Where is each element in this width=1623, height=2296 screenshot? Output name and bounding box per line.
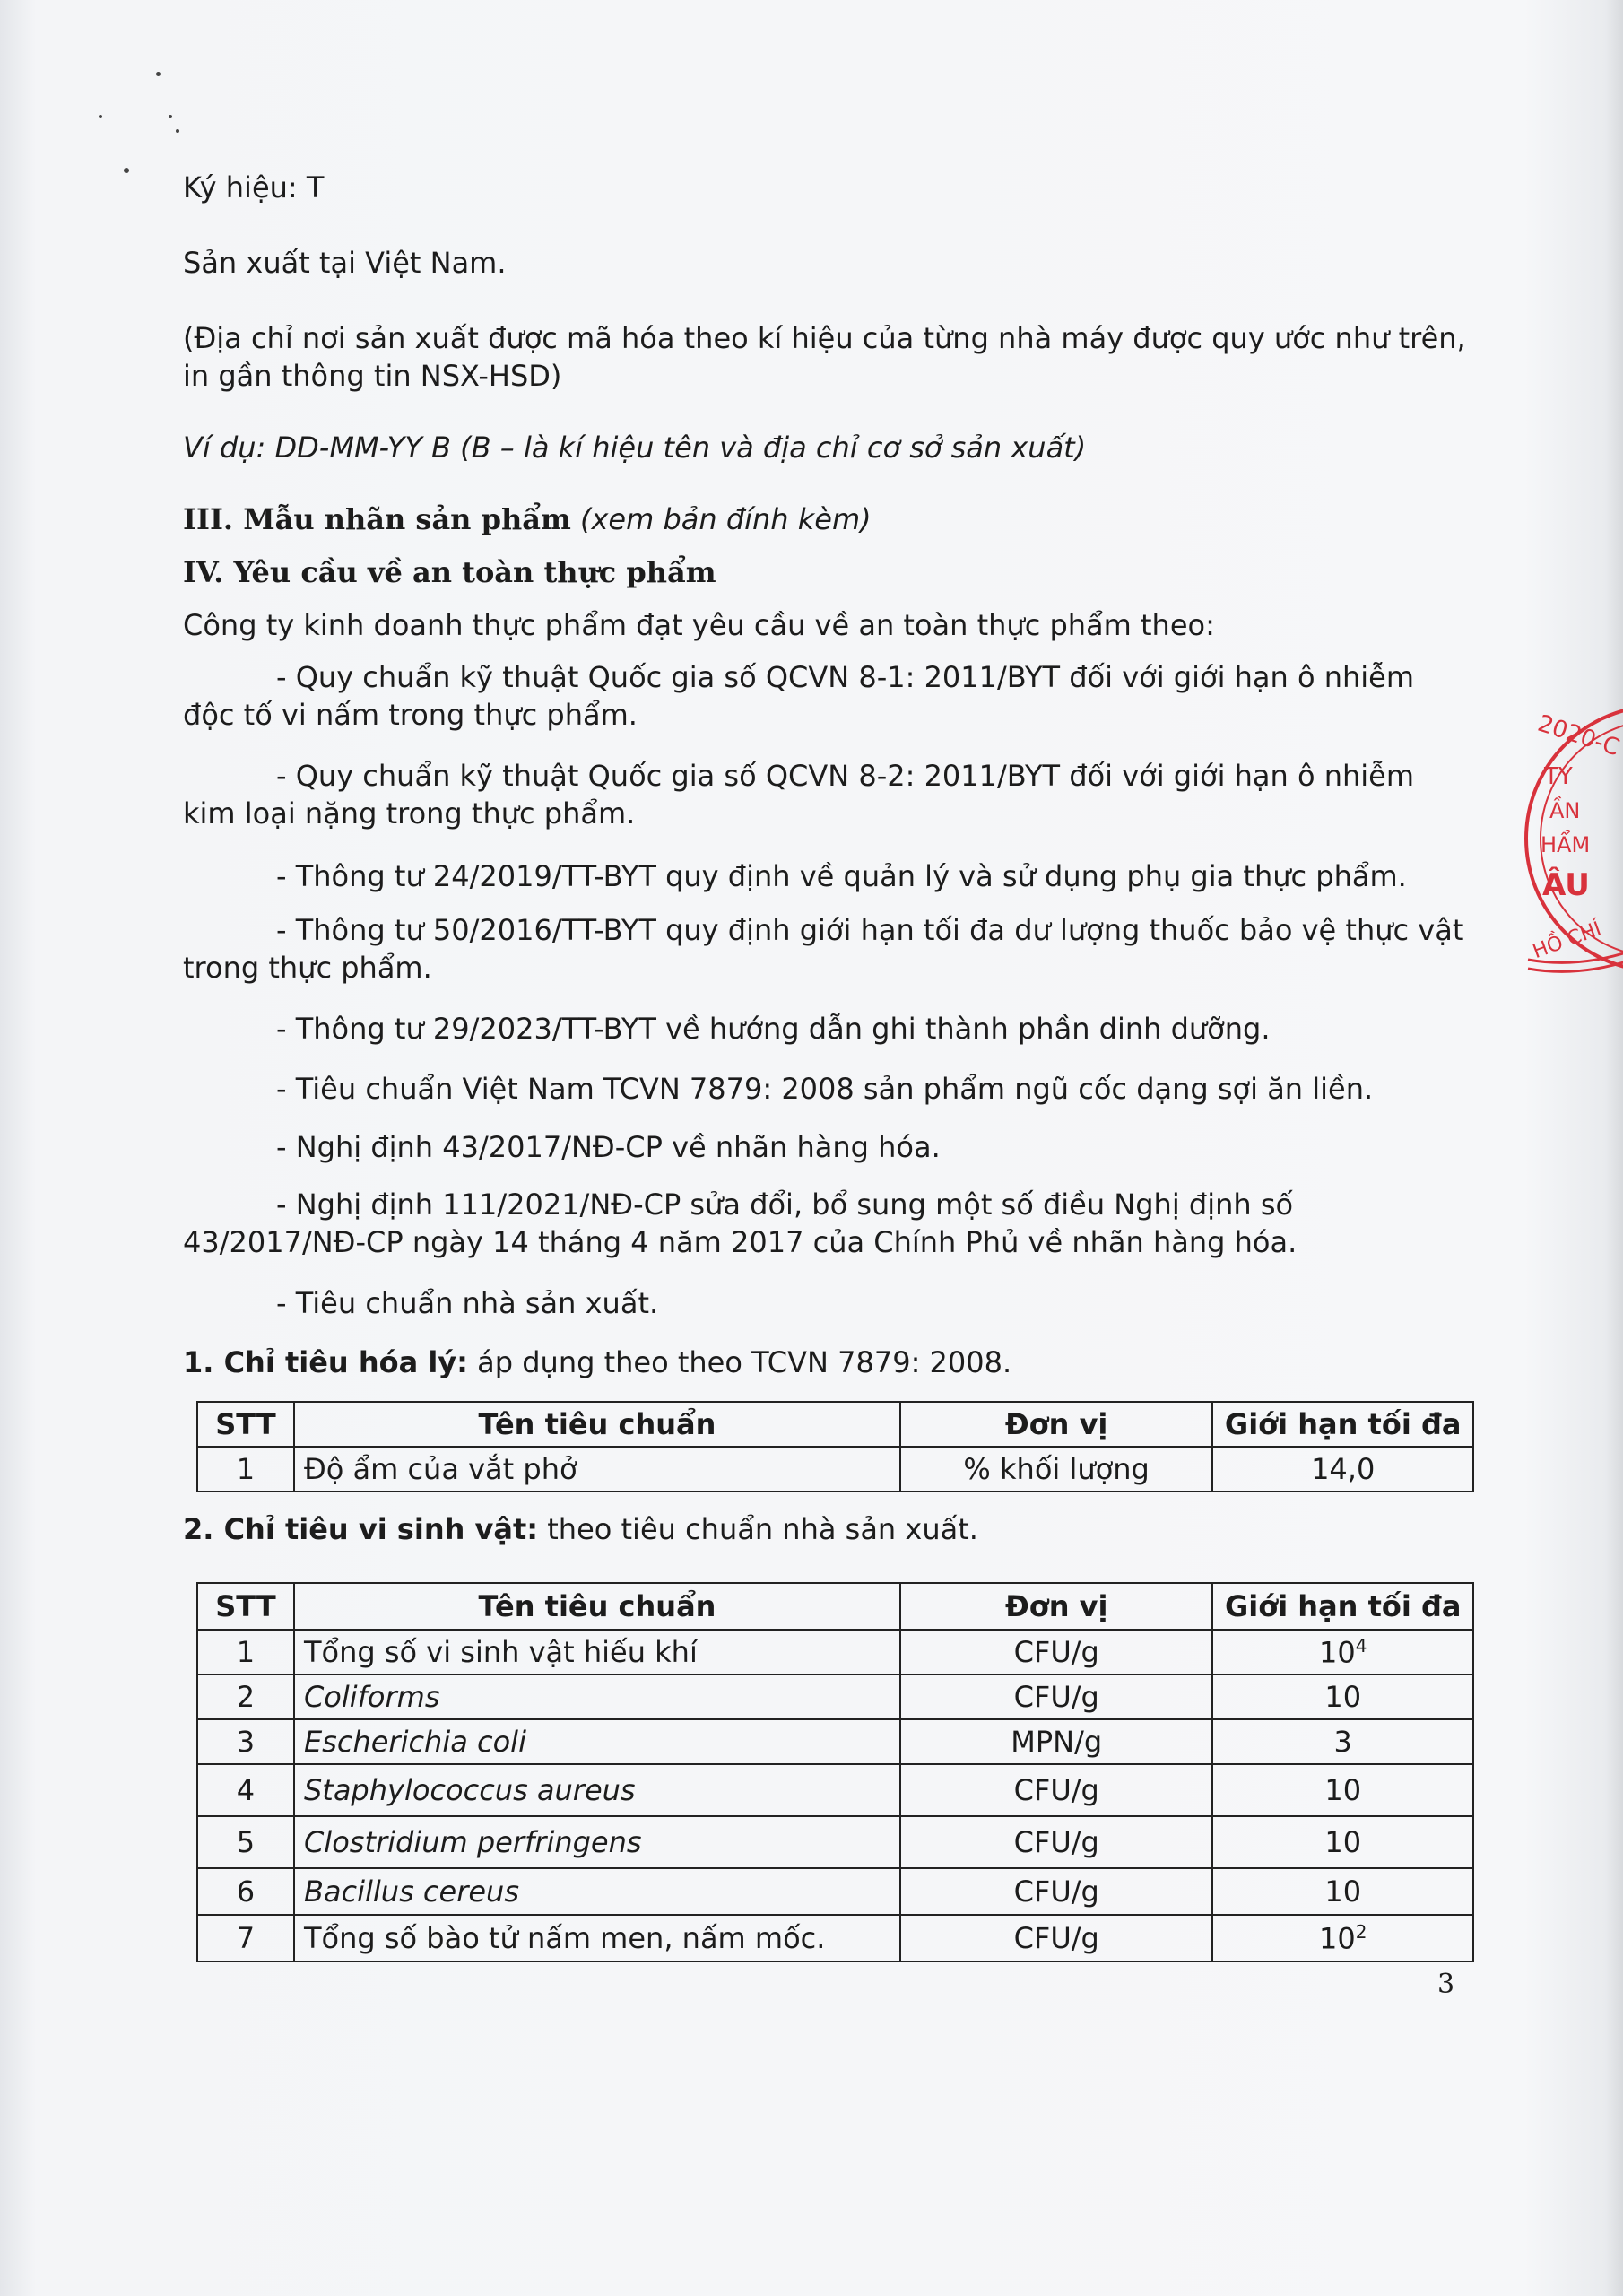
cell-stt: 2 bbox=[197, 1674, 294, 1719]
table-row bbox=[197, 1674, 1473, 1719]
cell-name: Escherichia coli bbox=[294, 1719, 900, 1764]
column-header: STT bbox=[197, 1402, 294, 1447]
cell-unit: CFU/g bbox=[900, 1764, 1212, 1816]
cell-name: Tổng số bào tử nấm men, nấm mốc. bbox=[294, 1915, 900, 1961]
svg-text:ẦN: ẦN bbox=[1549, 798, 1581, 823]
scan-speck bbox=[99, 115, 102, 118]
scan-speck bbox=[176, 129, 179, 133]
column-header: Giới hạn tối đa bbox=[1212, 1583, 1473, 1630]
cell-limit bbox=[1212, 1630, 1473, 1674]
table-row bbox=[197, 1447, 1473, 1492]
cell-limit: 10 bbox=[1212, 1674, 1473, 1719]
svg-text:HỒ CHÍ: HỒ CHÍ bbox=[1530, 918, 1605, 964]
limit-exponent: 2 bbox=[1355, 1920, 1367, 1943]
table-row bbox=[197, 1630, 1473, 1674]
cell-limit: 3 bbox=[1212, 1719, 1473, 1764]
regulation-item: - Quy chuẩn kỹ thuật Quốc gia số QCVN 8-2: 2011/BYT đối với giới hạn ô nhiễm kim loại nặng trong thực phẩm. bbox=[183, 759, 1415, 831]
cell-stt: 6 bbox=[197, 1868, 294, 1915]
cell-name: Bacillus cereus bbox=[294, 1868, 900, 1915]
regulation-item: - Thông tư 29/2023/TT-BYT về hướng dẫn ghi thành phần dinh dưỡng. bbox=[276, 1012, 1271, 1046]
cell-limit: 14,0 bbox=[1212, 1447, 1473, 1492]
cell-name: Clostridium perfringens bbox=[294, 1816, 900, 1868]
column-header: Đơn vị bbox=[900, 1583, 1212, 1630]
micro-table bbox=[196, 1582, 1474, 1962]
micro-heading-rest: theo tiêu chuẩn nhà sản xuất. bbox=[538, 1512, 978, 1546]
cell-stt: 4 bbox=[197, 1764, 294, 1816]
made-in: Sản xuất tại Việt Nam. bbox=[183, 246, 507, 280]
table-row bbox=[197, 1816, 1473, 1868]
svg-text:2020-C: 2020-C bbox=[1534, 709, 1623, 762]
table-row bbox=[197, 1915, 1473, 1961]
cell-unit: % khối lượng bbox=[900, 1447, 1213, 1492]
micro-heading bbox=[183, 1510, 1474, 1548]
column-header: Tên tiêu chuẩn bbox=[294, 1402, 900, 1447]
table-header-row bbox=[197, 1583, 1473, 1630]
section-3-heading bbox=[183, 500, 1474, 538]
svg-text:HẨM: HẨM bbox=[1541, 832, 1591, 857]
scan-speck bbox=[169, 115, 172, 118]
regulation-item: - Quy chuẩn kỹ thuật Quốc gia số QCVN 8-1: 2011/BYT đối với giới hạn ô nhiễm độc tố vi nấm trong thực phẩm. bbox=[183, 660, 1415, 732]
physchem-heading bbox=[183, 1344, 1474, 1381]
cell-limit: 10 bbox=[1212, 1764, 1473, 1816]
table-row bbox=[197, 1764, 1473, 1816]
cell-stt: 5 bbox=[197, 1816, 294, 1868]
scan-speck bbox=[124, 168, 129, 173]
cell-limit bbox=[1212, 1915, 1473, 1961]
cell-stt: 1 bbox=[197, 1447, 294, 1492]
regulation-item: - Nghị định 111/2021/NĐ-CP sửa đổi, bổ sung một số điều Nghị định số 43/2017/NĐ-CP ngày 14 tháng 4 năm 2017 của Chính Phủ về nhãn hàng hóa. bbox=[183, 1187, 1298, 1259]
cell-name: Coliforms bbox=[294, 1674, 900, 1719]
company-seal-stamp bbox=[1524, 691, 1623, 987]
cell-unit: CFU/g bbox=[900, 1915, 1212, 1961]
scan-speck bbox=[156, 72, 161, 76]
section-4-intro: Công ty kinh doanh thực phẩm đạt yêu cầu về an toàn thực phẩm theo: bbox=[183, 608, 1215, 642]
regulation-item: - Thông tư 24/2019/TT-BYT quy định về quản lý và sử dụng phụ gia thực phẩm. bbox=[276, 859, 1407, 893]
cell-unit: MPN/g bbox=[900, 1719, 1212, 1764]
physchem-table bbox=[196, 1401, 1474, 1492]
regulation-item: - Tiêu chuẩn nhà sản xuất. bbox=[276, 1286, 659, 1320]
physchem-heading-rest: áp dụng theo theo TCVN 7879: 2008. bbox=[467, 1345, 1012, 1379]
column-header: Giới hạn tối đa bbox=[1212, 1402, 1473, 1447]
cell-name: Staphylococcus aureus bbox=[294, 1764, 900, 1816]
cell-unit: CFU/g bbox=[900, 1868, 1212, 1915]
regulation-item: - Tiêu chuẩn Việt Nam TCVN 7879: 2008 sản phẩm ngũ cốc dạng sợi ăn liền. bbox=[276, 1072, 1374, 1106]
cell-unit: CFU/g bbox=[900, 1674, 1212, 1719]
cell-limit: 10 bbox=[1212, 1816, 1473, 1868]
limit-base: 10 bbox=[1319, 1635, 1356, 1670]
table-row bbox=[197, 1719, 1473, 1764]
regulation-item: - Thông tư 50/2016/TT-BYT quy định giới hạn tối đa dư lượng thuốc bảo vệ thực vật trong thực phẩm. bbox=[183, 913, 1464, 985]
address-note: (Địa chỉ nơi sản xuất được mã hóa theo kí hiệu của từng nhà máy được quy ước như trên, in gần thông tin NSX-HSD) bbox=[183, 321, 1466, 393]
cell-stt: 3 bbox=[197, 1719, 294, 1764]
table-header-row bbox=[197, 1402, 1473, 1447]
regulation-item: - Nghị định 43/2017/NĐ-CP về nhãn hàng hóa. bbox=[276, 1130, 941, 1164]
limit-exponent: 4 bbox=[1355, 1634, 1367, 1657]
cell-stt: 1 bbox=[197, 1630, 294, 1674]
column-header: STT bbox=[197, 1583, 294, 1630]
svg-text:TY: TY bbox=[1544, 763, 1573, 790]
column-header: Đơn vị bbox=[900, 1402, 1213, 1447]
cell-unit: CFU/g bbox=[900, 1816, 1212, 1868]
column-header: Tên tiêu chuẩn bbox=[294, 1583, 900, 1630]
micro-heading-bold: 2. Chỉ tiêu vi sinh vật: bbox=[183, 1512, 539, 1546]
ky-hieu: Ký hiệu: T bbox=[183, 170, 325, 204]
section-4-title: IV. Yêu cầu về an toàn thực phẩm bbox=[183, 555, 716, 589]
page-number: 3 bbox=[1437, 1969, 1455, 2000]
example-note: Ví dụ: DD-MM-YY B (B – là kí hiệu tên và địa chỉ cơ sở sản xuất) bbox=[183, 430, 1087, 465]
physchem-heading-bold: 1. Chỉ tiêu hóa lý: bbox=[183, 1345, 468, 1379]
svg-text:ÂU: ÂU bbox=[1542, 867, 1590, 903]
limit-base: 10 bbox=[1319, 1921, 1356, 1956]
cell-stt: 7 bbox=[197, 1915, 294, 1961]
section-3-note: (xem bản đính kèm) bbox=[579, 502, 872, 536]
section-3-title: III. Mẫu nhãn sản phẩm bbox=[183, 502, 571, 536]
cell-limit: 10 bbox=[1212, 1868, 1473, 1915]
table-row bbox=[197, 1868, 1473, 1915]
cell-name: Tổng số vi sinh vật hiếu khí bbox=[294, 1630, 900, 1674]
cell-name: Độ ẩm của vắt phở bbox=[294, 1447, 900, 1492]
cell-unit: CFU/g bbox=[900, 1630, 1212, 1674]
